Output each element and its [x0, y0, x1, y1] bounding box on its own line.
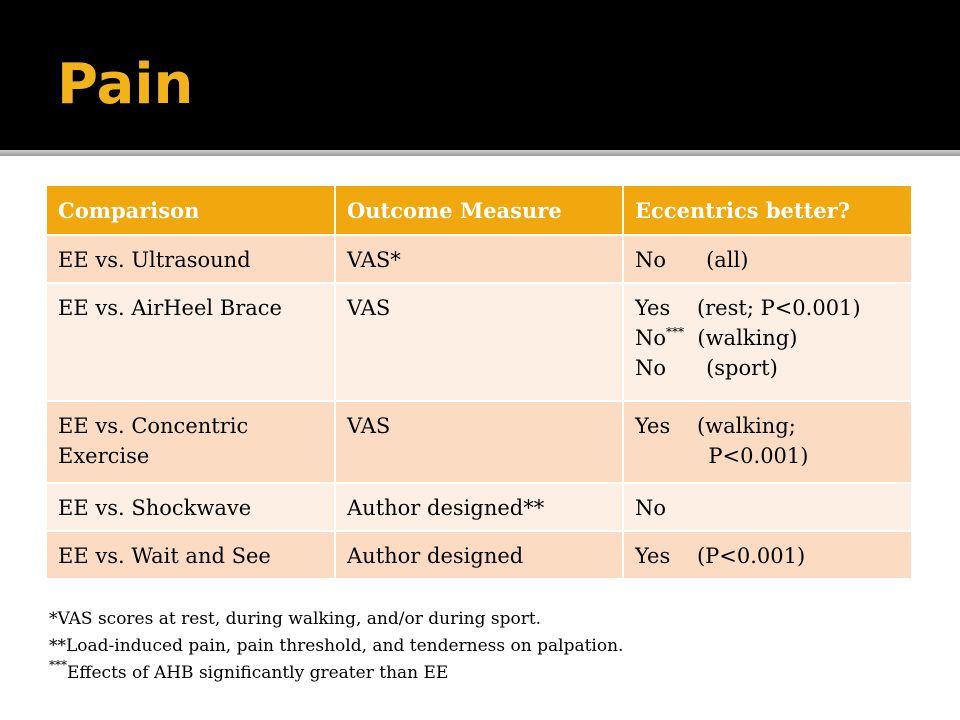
cell-result [623, 283, 912, 401]
header-outcome-measure: Outcome Measure [335, 186, 623, 235]
result-no-detail: (walking) [684, 326, 798, 350]
table-row [47, 401, 912, 483]
cell-comparison [47, 401, 335, 483]
cell-comparison: EE vs. Ultrasound [47, 235, 335, 283]
cell-measure: VAS [335, 283, 623, 401]
header-comparison: Comparison [47, 186, 335, 235]
result-line [635, 323, 901, 353]
cell-result [623, 483, 912, 531]
table-row [47, 235, 912, 283]
result-line: No (sport) [635, 356, 778, 380]
table-row [47, 283, 912, 401]
banner-divider [0, 150, 960, 156]
pain-comparison-table [47, 186, 913, 580]
result-no-label: No [635, 326, 667, 350]
cell-result [623, 531, 912, 579]
footnote-author-designed: **Load-induced pain, pain threshold, and tenderness on palpation. [49, 636, 624, 656]
footnote-mark: *** [49, 658, 67, 672]
cell-comparison: EE vs. Wait and See [47, 531, 335, 579]
footnote-vas: *VAS scores at rest, during walking, and/or during sport. [49, 609, 542, 629]
footnote-ahb [49, 660, 623, 687]
table-header-row [47, 186, 912, 235]
comparison-text: EE vs. Concentric Exercise [58, 414, 255, 468]
result-line: Yes (P<0.001) [635, 544, 806, 568]
result-line: Yes (rest; P<0.001) [635, 296, 861, 320]
cell-comparison: EE vs. Shockwave [47, 483, 335, 531]
cell-measure: Author designed [335, 531, 623, 579]
header-eccentrics-better: Eccentrics better? [623, 186, 912, 235]
result-line: No [635, 496, 667, 520]
cell-comparison: EE vs. AirHeel Brace [47, 283, 335, 401]
table-row [47, 531, 912, 579]
cell-measure: VAS* [335, 235, 623, 283]
cell-result [623, 401, 912, 483]
cell-measure: VAS [335, 401, 623, 483]
cell-result [623, 235, 912, 283]
result-line: No (all) [635, 248, 749, 272]
significance-mark: *** [666, 325, 685, 339]
footnote-ahb-text: Effects of AHB significantly greater than EE [67, 663, 449, 683]
cell-measure: Author designed** [335, 483, 623, 531]
footnotes [49, 606, 623, 687]
slide-title: Pain [57, 52, 194, 117]
result-line: P<0.001) [635, 444, 809, 468]
table-row [47, 483, 912, 531]
result-line: Yes (walking; [635, 414, 796, 438]
